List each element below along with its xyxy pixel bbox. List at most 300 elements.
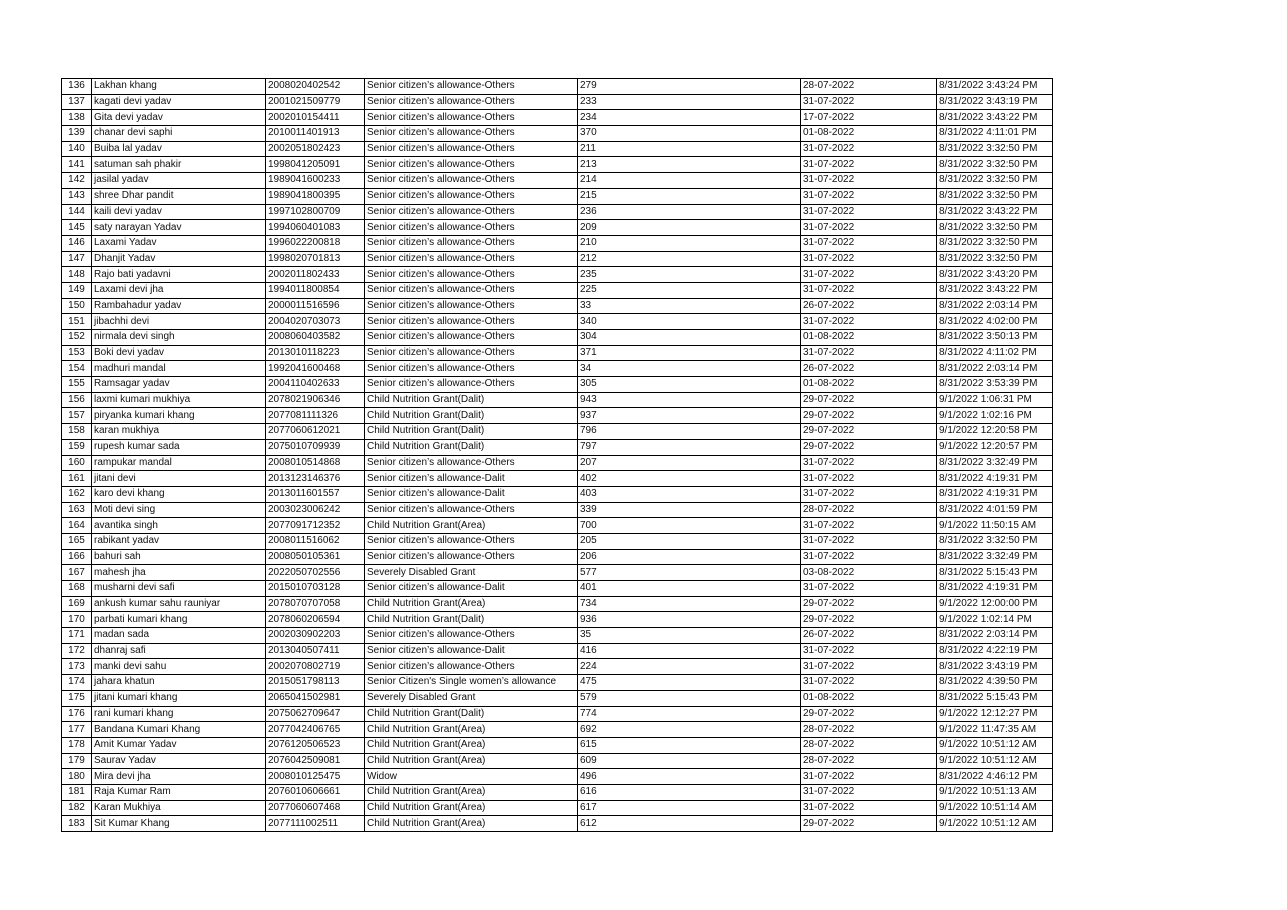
timestamp-cell: 8/31/2022 5:15:43 PM	[937, 690, 1053, 706]
date-cell: 31-07-2022	[801, 643, 937, 659]
allowance-type-cell: Senior citizen’s allowance-Others	[365, 235, 578, 251]
allowance-type-cell: Senior Citizen's Single women’s allowance	[365, 675, 578, 691]
date-cell: 31-07-2022	[801, 784, 937, 800]
date-cell: 31-07-2022	[801, 94, 937, 110]
spreadsheet-page	[61, 78, 1053, 832]
id-number-cell: 2077091712352	[266, 518, 365, 534]
serial-number-cell: 157	[62, 408, 92, 424]
name-cell: Mira devi jha	[92, 769, 266, 785]
allowance-type-cell: Senior citizen’s allowance-Others	[365, 455, 578, 471]
id-number-cell: 2010011401913	[266, 126, 365, 142]
id-number-cell: 2013010118223	[266, 345, 365, 361]
table-row	[62, 345, 1053, 361]
date-cell: 28-07-2022	[801, 737, 937, 753]
id-number-cell: 2015010703128	[266, 581, 365, 597]
name-cell: jibachhi devi	[92, 314, 266, 330]
reference-number-cell: 236	[578, 204, 801, 220]
serial-number-cell: 170	[62, 612, 92, 628]
date-cell: 01-08-2022	[801, 126, 937, 142]
reference-number-cell: 617	[578, 800, 801, 816]
reference-number-cell: 233	[578, 94, 801, 110]
id-number-cell: 2002010154411	[266, 110, 365, 126]
allowance-type-cell: Senior citizen’s allowance-Others	[365, 377, 578, 393]
id-number-cell: 1992041600468	[266, 361, 365, 377]
name-cell: Buiba lal yadav	[92, 141, 266, 157]
reference-number-cell: 579	[578, 690, 801, 706]
allowance-type-cell: Senior citizen’s allowance-Dalit	[365, 581, 578, 597]
name-cell: Raja Kumar Ram	[92, 784, 266, 800]
date-cell: 31-07-2022	[801, 235, 937, 251]
reference-number-cell: 612	[578, 816, 801, 832]
date-cell: 31-07-2022	[801, 486, 937, 502]
allowance-type-cell: Senior citizen’s allowance-Others	[365, 361, 578, 377]
name-cell: kagati devi yadav	[92, 94, 266, 110]
serial-number-cell: 182	[62, 800, 92, 816]
table-row	[62, 173, 1053, 189]
name-cell: nirmala devi singh	[92, 330, 266, 346]
reference-number-cell: 700	[578, 518, 801, 534]
timestamp-cell: 8/31/2022 3:32:50 PM	[937, 220, 1053, 236]
allowance-type-cell: Child Nutrition Grant(Area)	[365, 737, 578, 753]
name-cell: Gita devi yadav	[92, 110, 266, 126]
timestamp-cell: 8/31/2022 4:11:02 PM	[937, 345, 1053, 361]
timestamp-cell: 8/31/2022 3:32:50 PM	[937, 235, 1053, 251]
reference-number-cell: 943	[578, 392, 801, 408]
name-cell: madan sada	[92, 628, 266, 644]
name-cell: mahesh jha	[92, 565, 266, 581]
name-cell: jahara khatun	[92, 675, 266, 691]
serial-number-cell: 166	[62, 549, 92, 565]
serial-number-cell: 148	[62, 267, 92, 283]
reference-number-cell: 225	[578, 282, 801, 298]
table-row	[62, 220, 1053, 236]
date-cell: 29-07-2022	[801, 706, 937, 722]
serial-number-cell: 139	[62, 126, 92, 142]
id-number-cell: 2008010125475	[266, 769, 365, 785]
serial-number-cell: 173	[62, 659, 92, 675]
serial-number-cell: 138	[62, 110, 92, 126]
allowance-type-cell: Child Nutrition Grant(Dalit)	[365, 392, 578, 408]
reference-number-cell: 340	[578, 314, 801, 330]
serial-number-cell: 169	[62, 596, 92, 612]
table-row	[62, 314, 1053, 330]
table-row	[62, 628, 1053, 644]
reference-number-cell: 35	[578, 628, 801, 644]
reference-number-cell: 403	[578, 486, 801, 502]
name-cell: laxmi kumari mukhiya	[92, 392, 266, 408]
table-row	[62, 706, 1053, 722]
serial-number-cell: 147	[62, 251, 92, 267]
name-cell: avantika singh	[92, 518, 266, 534]
reference-number-cell: 224	[578, 659, 801, 675]
reference-number-cell: 797	[578, 439, 801, 455]
name-cell: Moti devi sing	[92, 502, 266, 518]
timestamp-cell: 9/1/2022 1:02:16 PM	[937, 408, 1053, 424]
table-row	[62, 330, 1053, 346]
id-number-cell: 2002030902203	[266, 628, 365, 644]
table-row	[62, 361, 1053, 377]
table-row	[62, 769, 1053, 785]
name-cell: piryanka kumari khang	[92, 408, 266, 424]
name-cell: Dhanjit Yadav	[92, 251, 266, 267]
date-cell: 29-07-2022	[801, 596, 937, 612]
table-row	[62, 298, 1053, 314]
id-number-cell: 2022050702556	[266, 565, 365, 581]
reference-number-cell: 211	[578, 141, 801, 157]
id-number-cell: 2015051798113	[266, 675, 365, 691]
timestamp-cell: 9/1/2022 10:51:12 AM	[937, 816, 1053, 832]
serial-number-cell: 144	[62, 204, 92, 220]
allowance-type-cell: Senior citizen’s allowance-Dalit	[365, 643, 578, 659]
table-row	[62, 800, 1053, 816]
date-cell: 01-08-2022	[801, 330, 937, 346]
name-cell: Sit Kumar Khang	[92, 816, 266, 832]
id-number-cell: 2077111002511	[266, 816, 365, 832]
table-row	[62, 675, 1053, 691]
date-cell: 31-07-2022	[801, 204, 937, 220]
date-cell: 31-07-2022	[801, 549, 937, 565]
table-row	[62, 784, 1053, 800]
serial-number-cell: 150	[62, 298, 92, 314]
serial-number-cell: 137	[62, 94, 92, 110]
timestamp-cell: 9/1/2022 10:51:14 AM	[937, 800, 1053, 816]
serial-number-cell: 140	[62, 141, 92, 157]
table-row	[62, 643, 1053, 659]
allowance-type-cell: Senior citizen’s allowance-Others	[365, 94, 578, 110]
reference-number-cell: 475	[578, 675, 801, 691]
timestamp-cell: 8/31/2022 3:32:49 PM	[937, 549, 1053, 565]
timestamp-cell: 8/31/2022 3:32:50 PM	[937, 251, 1053, 267]
id-number-cell: 1998041205091	[266, 157, 365, 173]
timestamp-cell: 8/31/2022 3:43:24 PM	[937, 79, 1053, 95]
date-cell: 29-07-2022	[801, 424, 937, 440]
allowance-type-cell: Senior citizen’s allowance-Others	[365, 267, 578, 283]
reference-number-cell: 416	[578, 643, 801, 659]
date-cell: 29-07-2022	[801, 816, 937, 832]
timestamp-cell: 8/31/2022 3:32:49 PM	[937, 455, 1053, 471]
table-row	[62, 502, 1053, 518]
allowance-type-cell: Senior citizen’s allowance-Others	[365, 298, 578, 314]
serial-number-cell: 179	[62, 753, 92, 769]
reference-number-cell: 937	[578, 408, 801, 424]
timestamp-cell: 8/31/2022 3:43:20 PM	[937, 267, 1053, 283]
id-number-cell: 2077060607468	[266, 800, 365, 816]
date-cell: 01-08-2022	[801, 377, 937, 393]
serial-number-cell: 174	[62, 675, 92, 691]
reference-number-cell: 235	[578, 267, 801, 283]
serial-number-cell: 162	[62, 486, 92, 502]
name-cell: manki devi sahu	[92, 659, 266, 675]
allowance-type-cell: Senior citizen’s allowance-Others	[365, 110, 578, 126]
table-row	[62, 141, 1053, 157]
table-row	[62, 392, 1053, 408]
timestamp-cell: 8/31/2022 3:32:50 PM	[937, 188, 1053, 204]
table-row	[62, 565, 1053, 581]
name-cell: Rajo bati yadavni	[92, 267, 266, 283]
date-cell: 01-08-2022	[801, 690, 937, 706]
allowance-type-cell: Senior citizen’s allowance-Others	[365, 251, 578, 267]
serial-number-cell: 159	[62, 439, 92, 455]
date-cell: 31-07-2022	[801, 314, 937, 330]
reference-number-cell: 401	[578, 581, 801, 597]
table-row	[62, 377, 1053, 393]
reference-number-cell: 212	[578, 251, 801, 267]
reference-number-cell: 209	[578, 220, 801, 236]
id-number-cell: 2008050105361	[266, 549, 365, 565]
timestamp-cell: 8/31/2022 4:19:31 PM	[937, 581, 1053, 597]
allowance-type-cell: Senior citizen’s allowance-Others	[365, 188, 578, 204]
reference-number-cell: 616	[578, 784, 801, 800]
date-cell: 29-07-2022	[801, 392, 937, 408]
name-cell: rabikant yadav	[92, 533, 266, 549]
serial-number-cell: 143	[62, 188, 92, 204]
name-cell: shree Dhar pandit	[92, 188, 266, 204]
id-number-cell: 2004020703073	[266, 314, 365, 330]
name-cell: karo devi khang	[92, 486, 266, 502]
date-cell: 31-07-2022	[801, 188, 937, 204]
date-cell: 31-07-2022	[801, 251, 937, 267]
id-number-cell: 2075062709647	[266, 706, 365, 722]
id-number-cell: 2077042406765	[266, 722, 365, 738]
id-number-cell: 1996022200818	[266, 235, 365, 251]
serial-number-cell: 158	[62, 424, 92, 440]
date-cell: 29-07-2022	[801, 612, 937, 628]
id-number-cell: 2008011516062	[266, 533, 365, 549]
timestamp-cell: 8/31/2022 4:46:12 PM	[937, 769, 1053, 785]
date-cell: 31-07-2022	[801, 455, 937, 471]
serial-number-cell: 142	[62, 173, 92, 189]
date-cell: 28-07-2022	[801, 753, 937, 769]
allowance-type-cell: Child Nutrition Grant(Dalit)	[365, 408, 578, 424]
allowance-type-cell: Child Nutrition Grant(Area)	[365, 753, 578, 769]
name-cell: Rambahadur yadav	[92, 298, 266, 314]
serial-number-cell: 168	[62, 581, 92, 597]
table-row	[62, 549, 1053, 565]
name-cell: Saurav Yadav	[92, 753, 266, 769]
timestamp-cell: 8/31/2022 3:53:39 PM	[937, 377, 1053, 393]
serial-number-cell: 172	[62, 643, 92, 659]
date-cell: 31-07-2022	[801, 533, 937, 549]
allowance-type-cell: Widow	[365, 769, 578, 785]
id-number-cell: 2077081111326	[266, 408, 365, 424]
id-number-cell: 2077060612021	[266, 424, 365, 440]
date-cell: 31-07-2022	[801, 282, 937, 298]
serial-number-cell: 167	[62, 565, 92, 581]
serial-number-cell: 153	[62, 345, 92, 361]
timestamp-cell: 8/31/2022 3:43:19 PM	[937, 659, 1053, 675]
serial-number-cell: 163	[62, 502, 92, 518]
date-cell: 31-07-2022	[801, 141, 937, 157]
table-row	[62, 188, 1053, 204]
reference-number-cell: 796	[578, 424, 801, 440]
id-number-cell: 2000011516596	[266, 298, 365, 314]
name-cell: rani kumari khang	[92, 706, 266, 722]
allowance-type-cell: Severely Disabled Grant	[365, 690, 578, 706]
timestamp-cell: 9/1/2022 10:51:12 AM	[937, 737, 1053, 753]
id-number-cell: 2078070707058	[266, 596, 365, 612]
table-row	[62, 659, 1053, 675]
timestamp-cell: 8/31/2022 2:03:14 PM	[937, 298, 1053, 314]
timestamp-cell: 8/31/2022 4:02:00 PM	[937, 314, 1053, 330]
name-cell: rupesh kumar sada	[92, 439, 266, 455]
date-cell: 31-07-2022	[801, 157, 937, 173]
table-row	[62, 251, 1053, 267]
id-number-cell: 2008020402542	[266, 79, 365, 95]
timestamp-cell: 8/31/2022 3:32:50 PM	[937, 157, 1053, 173]
name-cell: musharni devi safi	[92, 581, 266, 597]
table-row	[62, 282, 1053, 298]
allowance-type-cell: Senior citizen’s allowance-Others	[365, 314, 578, 330]
serial-number-cell: 160	[62, 455, 92, 471]
id-number-cell: 2065041502981	[266, 690, 365, 706]
reference-number-cell: 215	[578, 188, 801, 204]
timestamp-cell: 8/31/2022 4:19:31 PM	[937, 471, 1053, 487]
id-number-cell: 2008060403582	[266, 330, 365, 346]
name-cell: Boki devi yadav	[92, 345, 266, 361]
allowance-type-cell: Senior citizen’s allowance-Others	[365, 659, 578, 675]
id-number-cell: 2076042509081	[266, 753, 365, 769]
timestamp-cell: 8/31/2022 3:43:22 PM	[937, 204, 1053, 220]
allowance-type-cell: Senior citizen’s allowance-Dalit	[365, 471, 578, 487]
allowance-type-cell: Child Nutrition Grant(Area)	[365, 596, 578, 612]
reference-number-cell: 774	[578, 706, 801, 722]
timestamp-cell: 9/1/2022 12:00:00 PM	[937, 596, 1053, 612]
name-cell: jitani devi	[92, 471, 266, 487]
table-row	[62, 424, 1053, 440]
id-number-cell: 2002051802423	[266, 141, 365, 157]
date-cell: 31-07-2022	[801, 581, 937, 597]
id-number-cell: 2004110402633	[266, 377, 365, 393]
table-row	[62, 204, 1053, 220]
reference-number-cell: 609	[578, 753, 801, 769]
table-row	[62, 235, 1053, 251]
timestamp-cell: 8/31/2022 2:03:14 PM	[937, 361, 1053, 377]
timestamp-cell: 9/1/2022 10:51:13 AM	[937, 784, 1053, 800]
timestamp-cell: 9/1/2022 11:50:15 AM	[937, 518, 1053, 534]
reference-number-cell: 305	[578, 377, 801, 393]
name-cell: Laxami devi jha	[92, 282, 266, 298]
id-number-cell: 2076120506523	[266, 737, 365, 753]
serial-number-cell: 155	[62, 377, 92, 393]
name-cell: dhanraj safi	[92, 643, 266, 659]
reference-number-cell: 615	[578, 737, 801, 753]
serial-number-cell: 141	[62, 157, 92, 173]
table-row	[62, 518, 1053, 534]
allowance-type-cell: Senior citizen’s allowance-Others	[365, 173, 578, 189]
allowance-type-cell: Senior citizen’s allowance-Others	[365, 282, 578, 298]
serial-number-cell: 152	[62, 330, 92, 346]
reference-number-cell: 234	[578, 110, 801, 126]
id-number-cell: 2002070802719	[266, 659, 365, 675]
reference-number-cell: 370	[578, 126, 801, 142]
timestamp-cell: 8/31/2022 4:19:31 PM	[937, 486, 1053, 502]
name-cell: Amit Kumar Yadav	[92, 737, 266, 753]
allowance-type-cell: Senior citizen’s allowance-Dalit	[365, 486, 578, 502]
table-row	[62, 439, 1053, 455]
allowance-type-cell: Senior citizen’s allowance-Others	[365, 79, 578, 95]
date-cell: 31-07-2022	[801, 173, 937, 189]
date-cell: 31-07-2022	[801, 659, 937, 675]
id-number-cell: 1998020701813	[266, 251, 365, 267]
timestamp-cell: 8/31/2022 4:01:59 PM	[937, 502, 1053, 518]
id-number-cell: 2076010606661	[266, 784, 365, 800]
id-number-cell: 2075010709939	[266, 439, 365, 455]
table-row	[62, 455, 1053, 471]
serial-number-cell: 176	[62, 706, 92, 722]
date-cell: 31-07-2022	[801, 769, 937, 785]
reference-number-cell: 371	[578, 345, 801, 361]
name-cell: rampukar mandal	[92, 455, 266, 471]
timestamp-cell: 8/31/2022 3:50:13 PM	[937, 330, 1053, 346]
id-number-cell: 1997102800709	[266, 204, 365, 220]
allowance-type-cell: Senior citizen’s allowance-Others	[365, 126, 578, 142]
allowance-type-cell: Senior citizen’s allowance-Others	[365, 141, 578, 157]
reference-number-cell: 210	[578, 235, 801, 251]
date-cell: 31-07-2022	[801, 675, 937, 691]
name-cell: Bandana Kumari Khang	[92, 722, 266, 738]
allowance-type-cell: Child Nutrition Grant(Area)	[365, 800, 578, 816]
date-cell: 28-07-2022	[801, 722, 937, 738]
name-cell: bahuri sah	[92, 549, 266, 565]
id-number-cell: 2001021509779	[266, 94, 365, 110]
serial-number-cell: 178	[62, 737, 92, 753]
allowance-type-cell: Senior citizen’s allowance-Others	[365, 502, 578, 518]
timestamp-cell: 8/31/2022 5:15:43 PM	[937, 565, 1053, 581]
name-cell: parbati kumari khang	[92, 612, 266, 628]
reference-number-cell: 205	[578, 533, 801, 549]
name-cell: satuman sah phakir	[92, 157, 266, 173]
serial-number-cell: 171	[62, 628, 92, 644]
beneficiary-table	[61, 78, 1053, 832]
table-row	[62, 126, 1053, 142]
reference-number-cell: 214	[578, 173, 801, 189]
allowance-type-cell: Senior citizen’s allowance-Others	[365, 345, 578, 361]
name-cell: karan mukhiya	[92, 424, 266, 440]
table-row	[62, 816, 1053, 832]
table-row	[62, 408, 1053, 424]
date-cell: 31-07-2022	[801, 267, 937, 283]
allowance-type-cell: Severely Disabled Grant	[365, 565, 578, 581]
timestamp-cell: 8/31/2022 2:03:14 PM	[937, 628, 1053, 644]
serial-number-cell: 181	[62, 784, 92, 800]
id-number-cell: 2003023006242	[266, 502, 365, 518]
id-number-cell: 1994060401083	[266, 220, 365, 236]
timestamp-cell: 9/1/2022 1:06:31 PM	[937, 392, 1053, 408]
timestamp-cell: 8/31/2022 3:32:50 PM	[937, 533, 1053, 549]
table-row	[62, 110, 1053, 126]
name-cell: jasilal yadav	[92, 173, 266, 189]
reference-number-cell: 496	[578, 769, 801, 785]
table-row	[62, 94, 1053, 110]
serial-number-cell: 145	[62, 220, 92, 236]
timestamp-cell: 8/31/2022 4:39:50 PM	[937, 675, 1053, 691]
allowance-type-cell: Senior citizen’s allowance-Others	[365, 330, 578, 346]
reference-number-cell: 577	[578, 565, 801, 581]
reference-number-cell: 207	[578, 455, 801, 471]
date-cell: 03-08-2022	[801, 565, 937, 581]
allowance-type-cell: Child Nutrition Grant(Area)	[365, 784, 578, 800]
serial-number-cell: 175	[62, 690, 92, 706]
table-row	[62, 267, 1053, 283]
allowance-type-cell: Child Nutrition Grant(Dalit)	[365, 439, 578, 455]
name-cell: Lakhan khang	[92, 79, 266, 95]
timestamp-cell: 9/1/2022 11:47:35 AM	[937, 722, 1053, 738]
id-number-cell: 2008010514868	[266, 455, 365, 471]
serial-number-cell: 149	[62, 282, 92, 298]
timestamp-cell: 8/31/2022 3:43:22 PM	[937, 282, 1053, 298]
timestamp-cell: 9/1/2022 10:51:12 AM	[937, 753, 1053, 769]
reference-number-cell: 34	[578, 361, 801, 377]
